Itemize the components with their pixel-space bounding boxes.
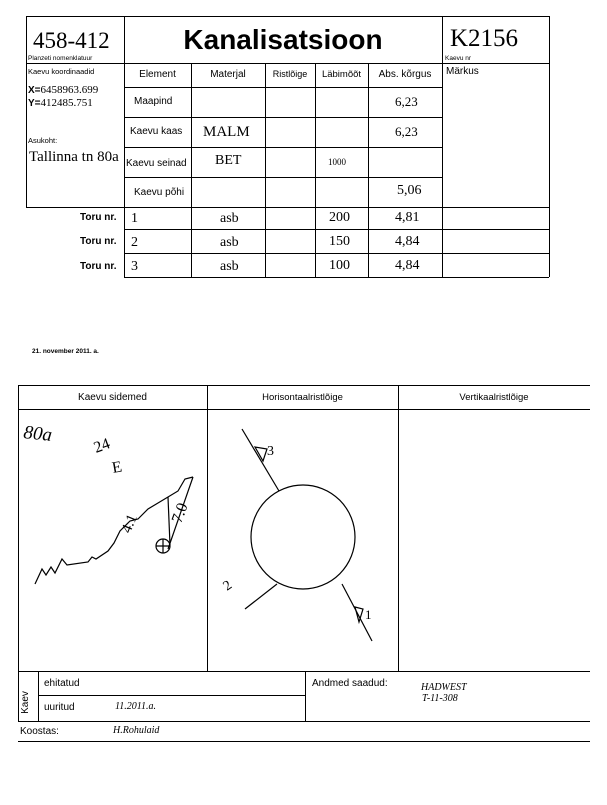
sketch-marker-a: 24 [91, 435, 113, 457]
location-label: Asukoht: [28, 136, 58, 145]
pipe-diameter: 200 [329, 210, 350, 225]
source-label: Andmed saadud: [312, 678, 388, 689]
table-rule [124, 253, 549, 254]
col-header-diameter: Läbimõõt [321, 69, 362, 80]
measured-label: uuritud [44, 702, 75, 713]
coords-label: Kaevu koordinaadid [28, 67, 95, 76]
row-element: Kaevu kaas [130, 126, 183, 137]
table-rule [368, 63, 369, 277]
table-rule [315, 63, 316, 277]
source-value-1: HADWEST [421, 682, 467, 693]
well-circle [251, 485, 355, 589]
well-id: K2156 [450, 25, 519, 52]
footer-rule [38, 695, 305, 696]
footer-rule [18, 671, 19, 721]
table-rule [26, 16, 27, 207]
coord-x-value: 6458963.699 [40, 84, 99, 96]
table-rule [442, 16, 443, 277]
measured-value: 11.2011.a. [115, 701, 157, 712]
pipe-line [242, 429, 279, 491]
pipe-label: Toru nr. [80, 261, 117, 272]
diagram-rule [18, 671, 590, 672]
author-value: H.Rohulaid [113, 725, 160, 736]
col-header-cross-section: Ristlõige [272, 69, 308, 79]
table-rule [124, 147, 442, 148]
pipe-material: asb [220, 235, 239, 250]
footer-rule [18, 741, 590, 742]
footer-rule [18, 721, 590, 722]
table-rule [124, 177, 442, 178]
row-material: MALM [203, 124, 250, 140]
row-element: Kaevu seinad [126, 158, 187, 169]
pipe-label: Toru nr. [80, 212, 117, 223]
pipe-nr: 2 [131, 235, 138, 250]
pipe-diameter: 100 [329, 258, 350, 273]
pipe-line [245, 584, 277, 609]
footer-rule [38, 671, 39, 721]
pipe-nr: 3 [131, 259, 138, 274]
table-rule [124, 117, 442, 118]
row-height: 5,06 [397, 183, 422, 198]
pipe-material: asb [220, 211, 239, 226]
table-rule [124, 87, 442, 88]
section-title-horizontal: Horisontaalristlõige [262, 392, 343, 403]
pipe-height: 4,81 [395, 210, 420, 225]
horizontal-section [207, 409, 398, 671]
pipe-diameter: 150 [329, 234, 350, 249]
side-label: Kaev [19, 691, 31, 714]
sheet-label: Planzeti nomenklatuur [28, 55, 93, 62]
row-element: Maapind [134, 96, 173, 107]
pipe-label-2: 2 [220, 577, 236, 595]
date-note: 21. november 2011. a. [32, 348, 99, 355]
dimension-label-a: 4.1 [118, 512, 141, 536]
pipe-label-1: 1 [365, 607, 372, 622]
pipe-material: asb [220, 259, 239, 274]
col-header-element: Element [139, 69, 176, 80]
well-links-sketch [18, 409, 207, 671]
well-id-label: Kaevu nr [445, 55, 472, 62]
pipe-height: 4,84 [395, 258, 420, 273]
coord-y-prefix: Y= [28, 98, 41, 109]
pipe-label: Toru nr. [80, 236, 117, 247]
house-number: 80a [22, 422, 54, 446]
table-rule [124, 229, 549, 230]
dimension-label-b: 7.0 [168, 500, 192, 526]
row-height: 6,23 [395, 124, 418, 139]
row-material: BET [215, 153, 242, 168]
pipe-nr: 1 [131, 211, 138, 226]
col-header-abs-height: Abs. kõrgus [378, 69, 432, 80]
location-value: Tallinna tn 80a [29, 149, 119, 165]
row-height: 6,23 [395, 94, 418, 109]
table-rule [191, 63, 192, 277]
footer-rule [305, 671, 306, 721]
section-title-links: Kaevu sidemed [78, 392, 147, 403]
coord-x [28, 84, 98, 96]
diagram-rule [18, 385, 590, 386]
coord-y [28, 97, 93, 109]
pipe-height: 4,84 [395, 234, 420, 249]
section-title-vertical: Vertikaalristlõige [459, 392, 529, 403]
row-element: Kaevu põhi [134, 187, 185, 198]
source-value-2: T-11-308 [422, 693, 458, 704]
pipe-label-3: 3 [267, 444, 274, 459]
table-rule [549, 16, 550, 277]
row-diameter: 1000 [328, 157, 346, 167]
built-label: ehitatud [44, 678, 80, 689]
table-rule [26, 207, 549, 208]
sheet-number: 458-412 [33, 28, 110, 53]
flow-arrow [355, 607, 363, 622]
table-rule [26, 16, 549, 17]
table-rule [26, 63, 549, 64]
diagram-rule [398, 385, 399, 671]
col-header-material: Materjal [210, 69, 246, 80]
coord-x-prefix: X= [28, 85, 41, 96]
table-rule [265, 63, 266, 277]
table-rule [124, 277, 549, 278]
col-header-remarks: Märkus [446, 66, 479, 77]
page-title: Kanalisatsioon [183, 24, 383, 55]
author-label: Koostas: [20, 726, 59, 737]
sketch-marker-b: E [110, 458, 124, 477]
dimension-line [168, 497, 170, 545]
coord-y-value: 412485.751 [40, 97, 93, 109]
